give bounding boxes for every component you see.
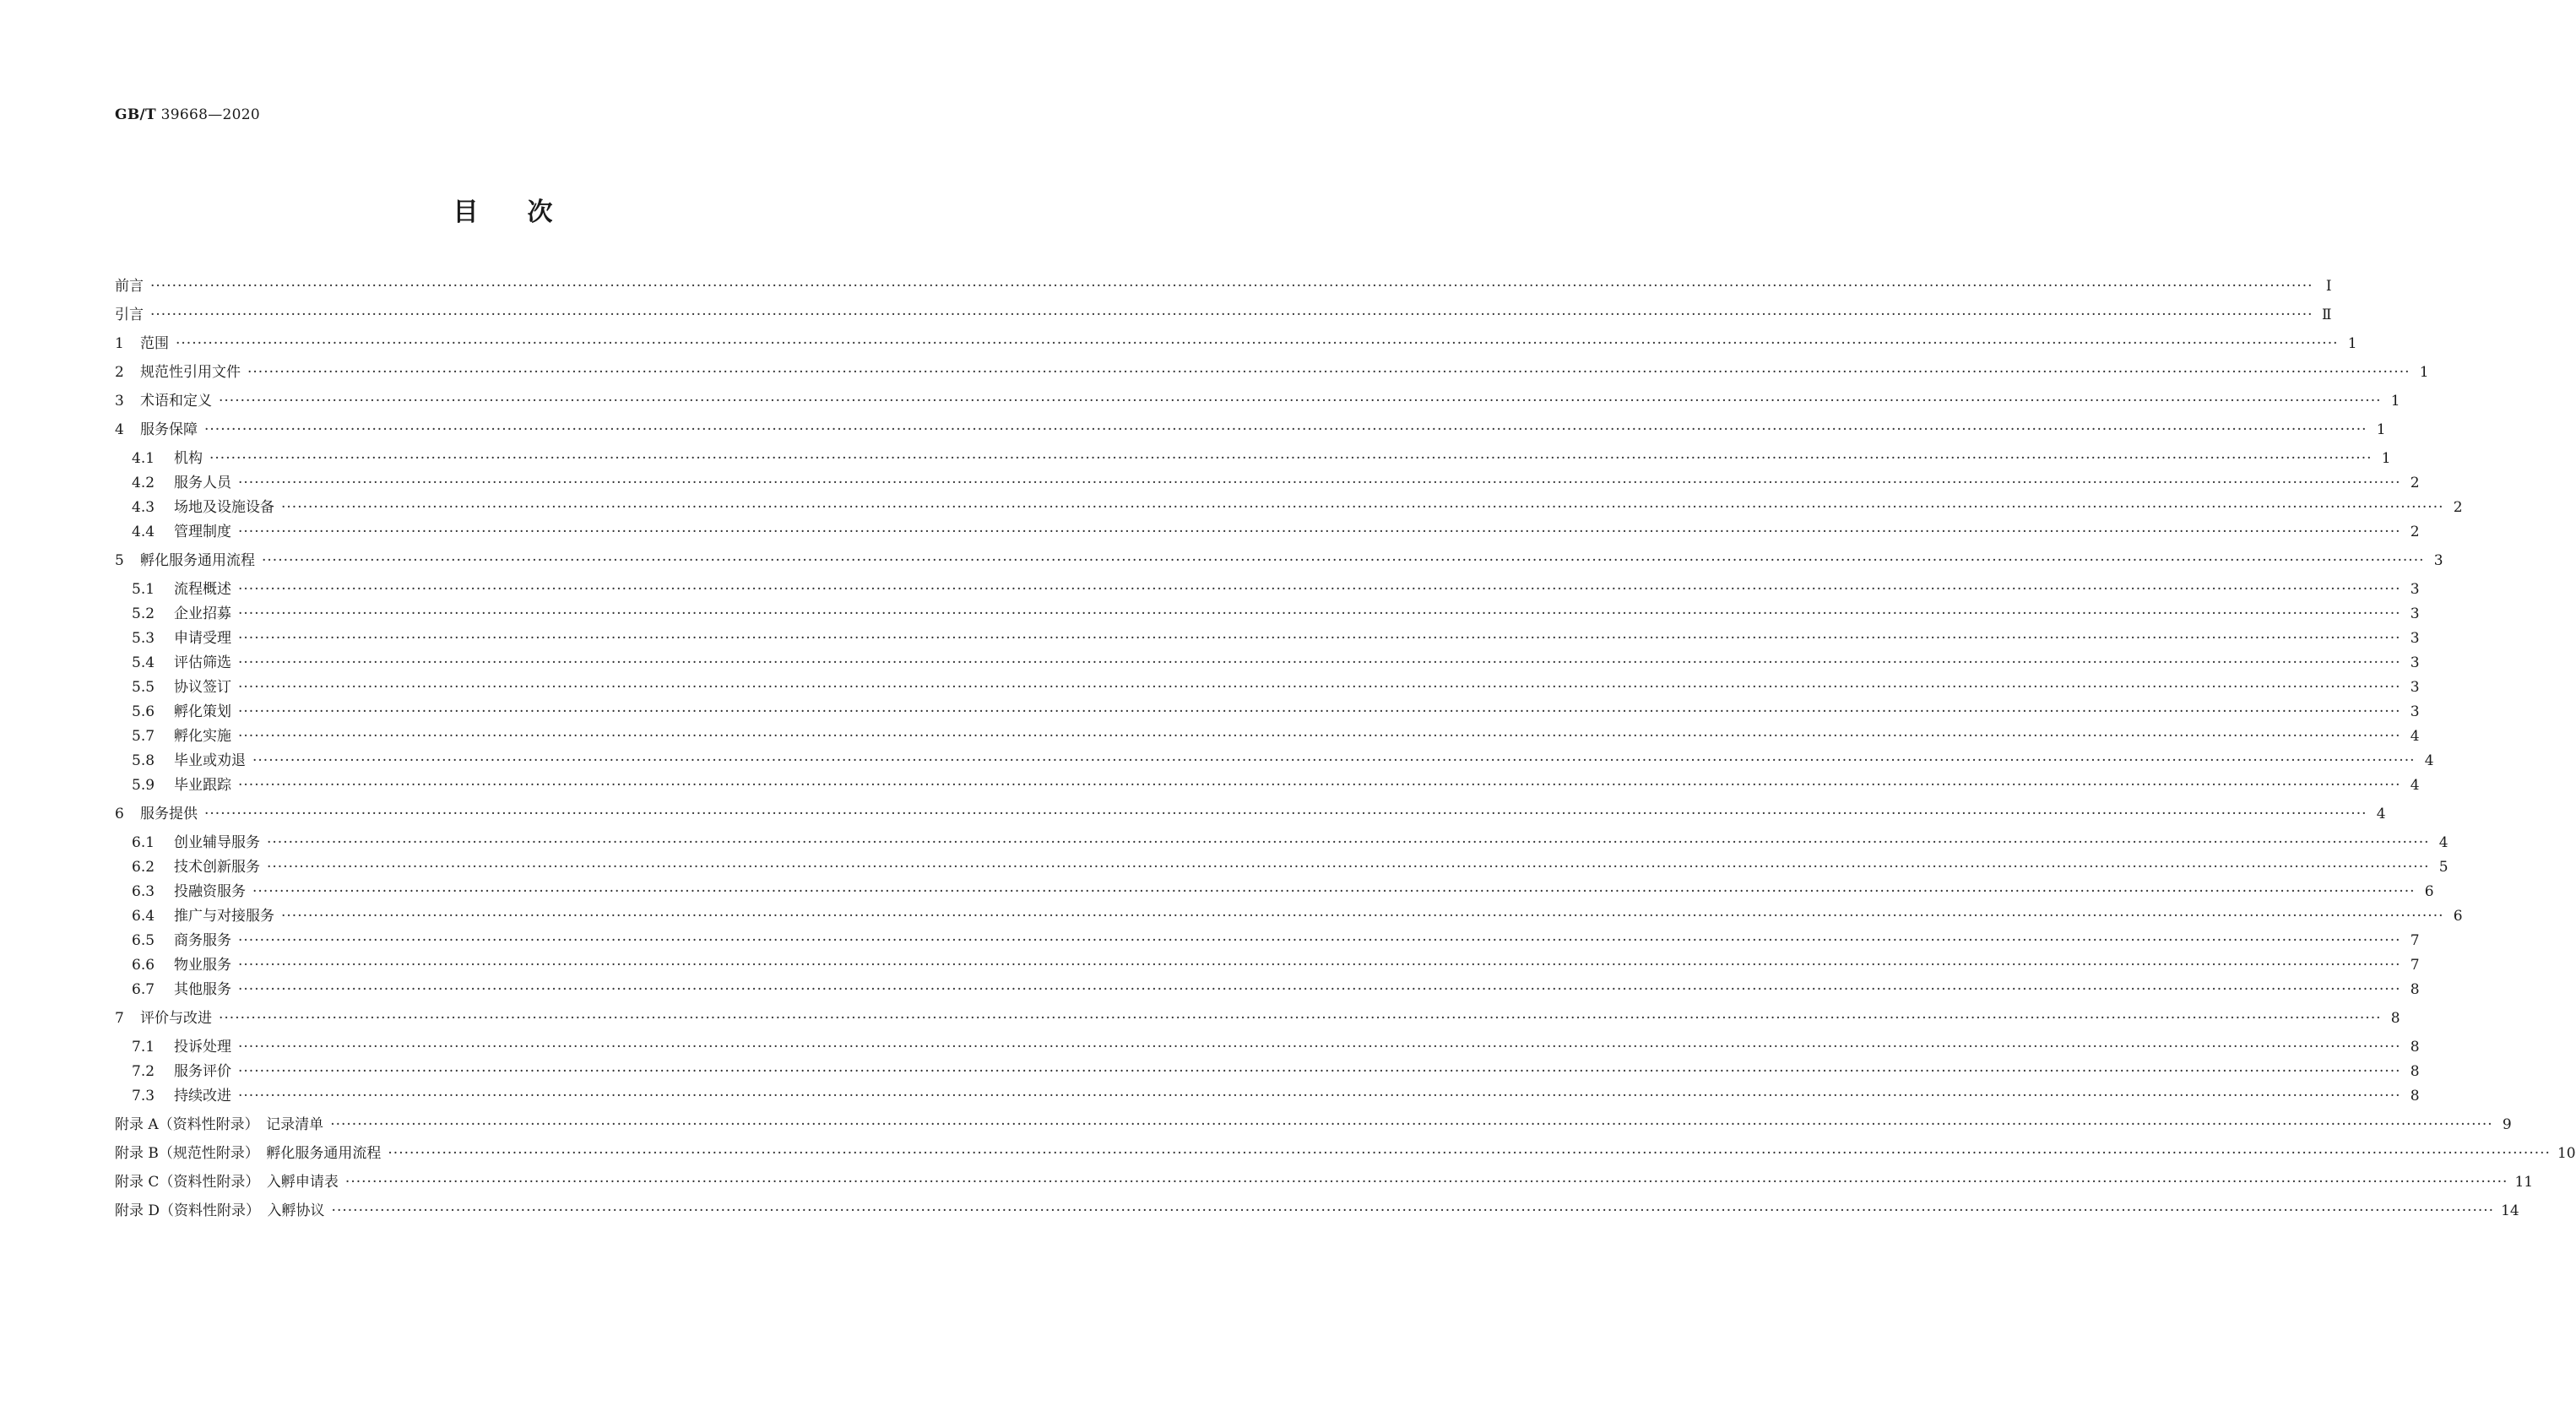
toc-leader-dots: ················································································································································································································································································································································································································: [344, 1174, 2508, 1191]
toc-entry-page: 4: [2424, 752, 2434, 769]
toc-leader-dots: ················································································································································································································································································································································································································: [238, 654, 2401, 671]
toc-entry-page: 4: [2438, 834, 2449, 851]
toc-entry-page: 3: [2410, 605, 2420, 622]
toc-entry-label-group: [115, 388, 212, 410]
toc-leader-dots: ················································································································································································································································································································································································································: [238, 777, 2401, 794]
toc-entry-page: 10: [2557, 1145, 2576, 1162]
toc-entry-number: 4.4: [132, 524, 155, 540]
toc-entry-number: 6.2: [132, 859, 155, 876]
toc-entry-page: 7: [2410, 932, 2420, 949]
toc-entry-label-group: [115, 1006, 212, 1027]
toc-entry-page: 6: [2424, 883, 2434, 900]
toc-entry-title: 机构: [174, 450, 203, 467]
toc-entry[interactable]: [115, 331, 2357, 360]
toc-entry-label-group: [115, 548, 255, 569]
toc-entry-label-group: [132, 773, 231, 794]
toc-entry-label-group: [132, 519, 231, 540]
toc-leader-dots: ················································································································································································································································································································································································································: [331, 1202, 2495, 1219]
toc-entry[interactable]: [115, 470, 2420, 495]
toc-leader-dots: ················································································································································································································································································································································································································: [281, 499, 2444, 516]
toc-entry-label-group: [132, 601, 231, 622]
toc-leader-dots: ················································································································································································································································································································································································································: [204, 806, 2367, 822]
toc-entry-page: 4: [2410, 728, 2420, 745]
toc-entry[interactable]: [115, 446, 2391, 470]
toc-entry[interactable]: [115, 748, 2434, 773]
standard-code-number: 39668—2020: [160, 106, 261, 123]
toc-entry-title: 其他服务: [174, 981, 231, 998]
toc-entry-label-group: [132, 446, 203, 467]
toc-entry-label-group: [132, 977, 231, 998]
toc-leader-dots: ················································································································································································································································································································································································································: [262, 552, 2425, 569]
toc-entry-page: 8: [2410, 1063, 2420, 1080]
toc-entry-title: 服务提供: [140, 806, 198, 822]
toc-entry[interactable]: [115, 1034, 2420, 1059]
toc-entry-title: 服务人员: [174, 475, 231, 491]
toc-entry[interactable]: [115, 675, 2420, 699]
toc-entry-label-group: [132, 470, 231, 491]
toc-entry-number: 5.1: [132, 581, 155, 598]
toc-entry-page: 14: [2501, 1202, 2519, 1219]
toc-entry-label-group: [132, 1083, 231, 1104]
toc-entry-number: 6.3: [132, 883, 155, 900]
page-title: [0, 191, 1006, 228]
toc-entry-number: 5.4: [132, 654, 155, 671]
toc-entry-title: 评估筛选: [174, 654, 231, 671]
toc-entry-number: 7.1: [132, 1039, 155, 1056]
toc-leader-dots: ················································································································································································································································································································································································································: [267, 834, 2430, 851]
toc-entry-number: 6.1: [132, 834, 155, 851]
toc-entry-title: 术语和定义: [140, 393, 212, 410]
toc-leader-dots: ················································································································································································································································································································································································································: [238, 981, 2401, 998]
toc-entry-label-group: [115, 1141, 381, 1162]
toc-leader-dots: ················································································································································································································································································································································································································: [238, 703, 2401, 720]
toc-entry-title: 服务保障: [140, 421, 198, 438]
toc-entry-label-group: [132, 650, 231, 671]
toc-entry-number: 6.6: [132, 957, 155, 974]
toc-leader-dots: ················································································································································································································································································································································································································: [204, 421, 2367, 438]
toc-entry-page: 4: [2376, 806, 2386, 822]
toc-entry-title: 场地及设施设备: [174, 499, 274, 516]
toc-entry[interactable]: [115, 879, 2434, 904]
toc-entry-label-group: [132, 830, 260, 851]
toc-entry-number: 6.4: [132, 908, 155, 925]
toc-entry-label-group: [132, 1059, 231, 1080]
toc-leader-dots: ················································································································································································································································································································································································································: [238, 1063, 2401, 1080]
toc-entry[interactable]: [115, 904, 2463, 928]
page-title-part1: 目: [453, 198, 479, 227]
toc-entry-label-group: [132, 495, 274, 516]
toc-entry-title: 孵化服务通用流程: [140, 552, 255, 569]
toc-entry-title: 服务评价: [174, 1063, 231, 1080]
page-title-part2: 次: [527, 198, 553, 227]
toc-leader-dots: ················································································································································································································································································································································································································: [238, 475, 2401, 491]
toc-leader-dots: ················································································································································································································································································································································································································: [252, 883, 2416, 900]
toc-leader-dots: ················································································································································································································································································································································································································: [238, 1088, 2401, 1104]
toc-entry-page: 9: [2502, 1116, 2512, 1133]
toc-entry-label-group: [132, 748, 246, 769]
toc-entry-number: 5.8: [132, 752, 155, 769]
toc-entry-number: 4: [115, 421, 124, 438]
toc-entry-label-group: [132, 928, 231, 949]
toc-entry-title: 毕业或劝退: [174, 752, 246, 769]
toc-entry[interactable]: [115, 699, 2420, 724]
toc-entry[interactable]: [115, 1141, 2576, 1170]
toc-entry[interactable]: [115, 626, 2420, 650]
toc-entry-label-group: [115, 417, 198, 438]
table-of-contents: [115, 274, 2576, 1227]
toc-entry-number: 5.9: [132, 777, 155, 794]
toc-entry-title: 企业招募: [174, 605, 231, 622]
toc-entry-page: 6: [2453, 908, 2463, 925]
toc-entry[interactable]: [115, 724, 2420, 748]
toc-entry-page: 5: [2438, 859, 2449, 876]
toc-leader-dots: ················································································································································································································································································································································································································: [238, 605, 2401, 622]
toc-entry-label-group: [132, 855, 260, 876]
toc-entry-label-group: [132, 699, 231, 720]
toc-entry-label-group: [115, 302, 144, 323]
toc-entry-title: 附录 D（资料性附录） 入孵协议: [115, 1202, 325, 1219]
toc-entry-page: 8: [2410, 1088, 2420, 1104]
toc-entry-label-group: [132, 675, 231, 696]
toc-entry[interactable]: [115, 360, 2429, 388]
toc-leader-dots: ················································································································································································································································································································································································································: [209, 450, 2373, 467]
toc-entry[interactable]: [115, 417, 2386, 446]
toc-entry-page: 1: [2390, 393, 2400, 410]
toc-entry-page: Ⅱ: [2321, 307, 2332, 323]
toc-entry-page: 3: [2433, 552, 2443, 569]
toc-entry-page: 11: [2514, 1174, 2534, 1191]
standard-code: [115, 106, 260, 123]
toc-entry[interactable]: [115, 855, 2449, 879]
toc-entry[interactable]: [115, 519, 2420, 548]
toc-entry-page: 2: [2453, 499, 2463, 516]
toc-entry-label-group: [115, 360, 241, 381]
toc-leader-dots: ················································································································································································································································································································································································································: [176, 335, 2339, 352]
toc-entry-title: 流程概述: [174, 581, 231, 598]
toc-entry-page: 3: [2410, 581, 2420, 598]
toc-leader-dots: ················································································································································································································································································································································································································: [238, 524, 2401, 540]
toc-entry-label-group: [115, 801, 198, 822]
toc-entry-page: 1: [2419, 364, 2429, 381]
toc-leader-dots: ················································································································································································································································································································································································································: [238, 957, 2401, 974]
toc-entry-number: 1: [115, 335, 124, 352]
toc-entry-page: 2: [2410, 475, 2420, 491]
toc-entry-label-group: [115, 331, 169, 352]
toc-entry[interactable]: [115, 548, 2443, 577]
toc-entry-label-group: [115, 274, 144, 295]
toc-entry-page: 2: [2410, 524, 2420, 540]
standard-code-prefix: GB/T: [115, 106, 156, 123]
toc-leader-dots: ················································································································································································································································································································································································································: [219, 393, 2382, 410]
toc-entry-page: 3: [2410, 630, 2420, 647]
toc-entry-label-group: [132, 1034, 231, 1056]
toc-entry[interactable]: [115, 1059, 2420, 1083]
toc-leader-dots: ················································································································································································································································································································································································································: [267, 859, 2430, 876]
toc-entry-number: 6.5: [132, 932, 155, 949]
toc-leader-dots: ················································································································································································································································································································································································································: [247, 364, 2411, 381]
toc-leader-dots: ················································································································································································································································································································································································································: [238, 932, 2401, 949]
toc-entry[interactable]: [115, 977, 2420, 1006]
toc-entry-title: 技术创新服务: [174, 859, 260, 876]
toc-entry-page: 7: [2410, 957, 2420, 974]
toc-leader-dots: ················································································································································································································································································································································································································: [281, 908, 2444, 925]
toc-entry[interactable]: [115, 650, 2420, 675]
toc-leader-dots: ················································································································································································································································································································································································································: [150, 278, 2313, 295]
toc-entry-title: 范围: [140, 335, 169, 352]
toc-entry-title: 协议签订: [174, 679, 231, 696]
toc-entry[interactable]: [115, 928, 2420, 953]
toc-entry-title: 规范性引用文件: [140, 364, 241, 381]
toc-entry[interactable]: [115, 495, 2463, 519]
toc-leader-dots: ················································································································································································································································································································································································································: [238, 679, 2401, 696]
toc-entry-label-group: [132, 724, 231, 745]
toc-entry-page: 4: [2410, 777, 2420, 794]
toc-entry-title: 前言: [115, 278, 144, 295]
toc-entry-label-group: [115, 1198, 325, 1219]
toc-leader-dots: ················································································································································································································································································································································································································: [238, 728, 2401, 745]
toc-entry-title: 商务服务: [174, 932, 231, 949]
toc-entry[interactable]: [115, 388, 2400, 417]
toc-leader-dots: ················································································································································································································································································································································································································: [388, 1145, 2551, 1162]
toc-leader-dots: ················································································································································································································································································································································································································: [330, 1116, 2493, 1133]
toc-entry-title: 持续改进: [174, 1088, 231, 1104]
toc-entry-number: 3: [115, 393, 124, 410]
toc-entry[interactable]: [115, 1198, 2519, 1227]
toc-entry-title: 评价与改进: [140, 1010, 212, 1027]
toc-entry-number: 7: [115, 1010, 124, 1027]
toc-entry-number: 4.3: [132, 499, 155, 516]
toc-entry-number: 6: [115, 806, 124, 822]
toc-entry-title: 物业服务: [174, 957, 231, 974]
toc-entry-title: 推广与对接服务: [174, 908, 274, 925]
toc-entry-title: 投融资服务: [174, 883, 246, 900]
toc-entry-label-group: [132, 577, 231, 598]
toc-entry-number: 5.2: [132, 605, 155, 622]
toc-entry-page: 3: [2410, 679, 2420, 696]
toc-entry[interactable]: [115, 773, 2420, 801]
toc-entry-title: 引言: [115, 307, 144, 323]
toc-entry-label-group: [115, 1112, 323, 1133]
toc-leader-dots: ················································································································································································································································································································································································································: [150, 307, 2313, 323]
toc-entry-title: 附录 B（规范性附录） 孵化服务通用流程: [115, 1145, 382, 1162]
toc-entry[interactable]: [115, 274, 2332, 302]
toc-leader-dots: ················································································································································································································································································································································································································: [238, 1039, 2401, 1056]
toc-entry-number: 5.5: [132, 679, 155, 696]
toc-entry[interactable]: [115, 1112, 2512, 1141]
toc-entry-page: 3: [2410, 654, 2420, 671]
toc-entry-label-group: [132, 904, 274, 925]
toc-entry-title: 管理制度: [174, 524, 231, 540]
toc-entry-number: 2: [115, 364, 124, 381]
toc-entry-page: Ⅰ: [2325, 278, 2332, 295]
toc-entry[interactable]: [115, 1083, 2420, 1112]
toc-entry-number: 6.7: [132, 981, 155, 998]
toc-entry-title: 孵化策划: [174, 703, 231, 720]
toc-entry-number: 5.3: [132, 630, 155, 647]
toc-entry-title: 附录 A（资料性附录） 记录清单: [115, 1116, 324, 1133]
toc-entry-title: 创业辅导服务: [174, 834, 260, 851]
toc-entry[interactable]: [115, 302, 2332, 331]
toc-entry[interactable]: [115, 1170, 2534, 1198]
toc-entry-label-group: [115, 1170, 339, 1191]
toc-entry-page: 1: [2381, 450, 2391, 467]
toc-entry-title: 投诉处理: [174, 1039, 231, 1056]
toc-entry-page: 8: [2410, 981, 2420, 998]
toc-entry-label-group: [132, 953, 231, 974]
toc-entry-page: 1: [2376, 421, 2386, 438]
toc-entry-number: 5.6: [132, 703, 155, 720]
toc-entry-title: 孵化实施: [174, 728, 231, 745]
toc-entry-label-group: [132, 879, 246, 900]
toc-entry-number: 7.2: [132, 1063, 155, 1080]
toc-entry-number: 4.2: [132, 475, 155, 491]
toc-entry[interactable]: [115, 801, 2386, 830]
toc-entry-label-group: [132, 626, 231, 647]
toc-entry-page: 8: [2410, 1039, 2420, 1056]
toc-entry-title: 附录 C（资料性附录） 入孵申请表: [115, 1174, 339, 1191]
toc-entry-title: 毕业跟踪: [174, 777, 231, 794]
toc-entry-title: 申请受理: [174, 630, 231, 647]
toc-entry-page: 8: [2390, 1010, 2400, 1027]
toc-entry[interactable]: [115, 1006, 2400, 1034]
toc-leader-dots: ················································································································································································································································································································································································································: [252, 752, 2416, 769]
toc-entry-number: 5: [115, 552, 124, 569]
toc-entry-page: 1: [2347, 335, 2357, 352]
toc-leader-dots: ················································································································································································································································································································································································································: [219, 1010, 2382, 1027]
toc-leader-dots: ················································································································································································································································································································································································································: [238, 581, 2401, 598]
toc-entry[interactable]: [115, 953, 2420, 977]
toc-entry[interactable]: [115, 830, 2449, 855]
toc-entry-number: 7.3: [132, 1088, 155, 1104]
toc-entry[interactable]: [115, 577, 2420, 601]
toc-entry-page: 3: [2410, 703, 2420, 720]
toc-entry-number: 4.1: [132, 450, 155, 467]
toc-entry[interactable]: [115, 601, 2420, 626]
toc-entry-number: 5.7: [132, 728, 155, 745]
toc-leader-dots: ················································································································································································································································································································································································································: [238, 630, 2401, 647]
